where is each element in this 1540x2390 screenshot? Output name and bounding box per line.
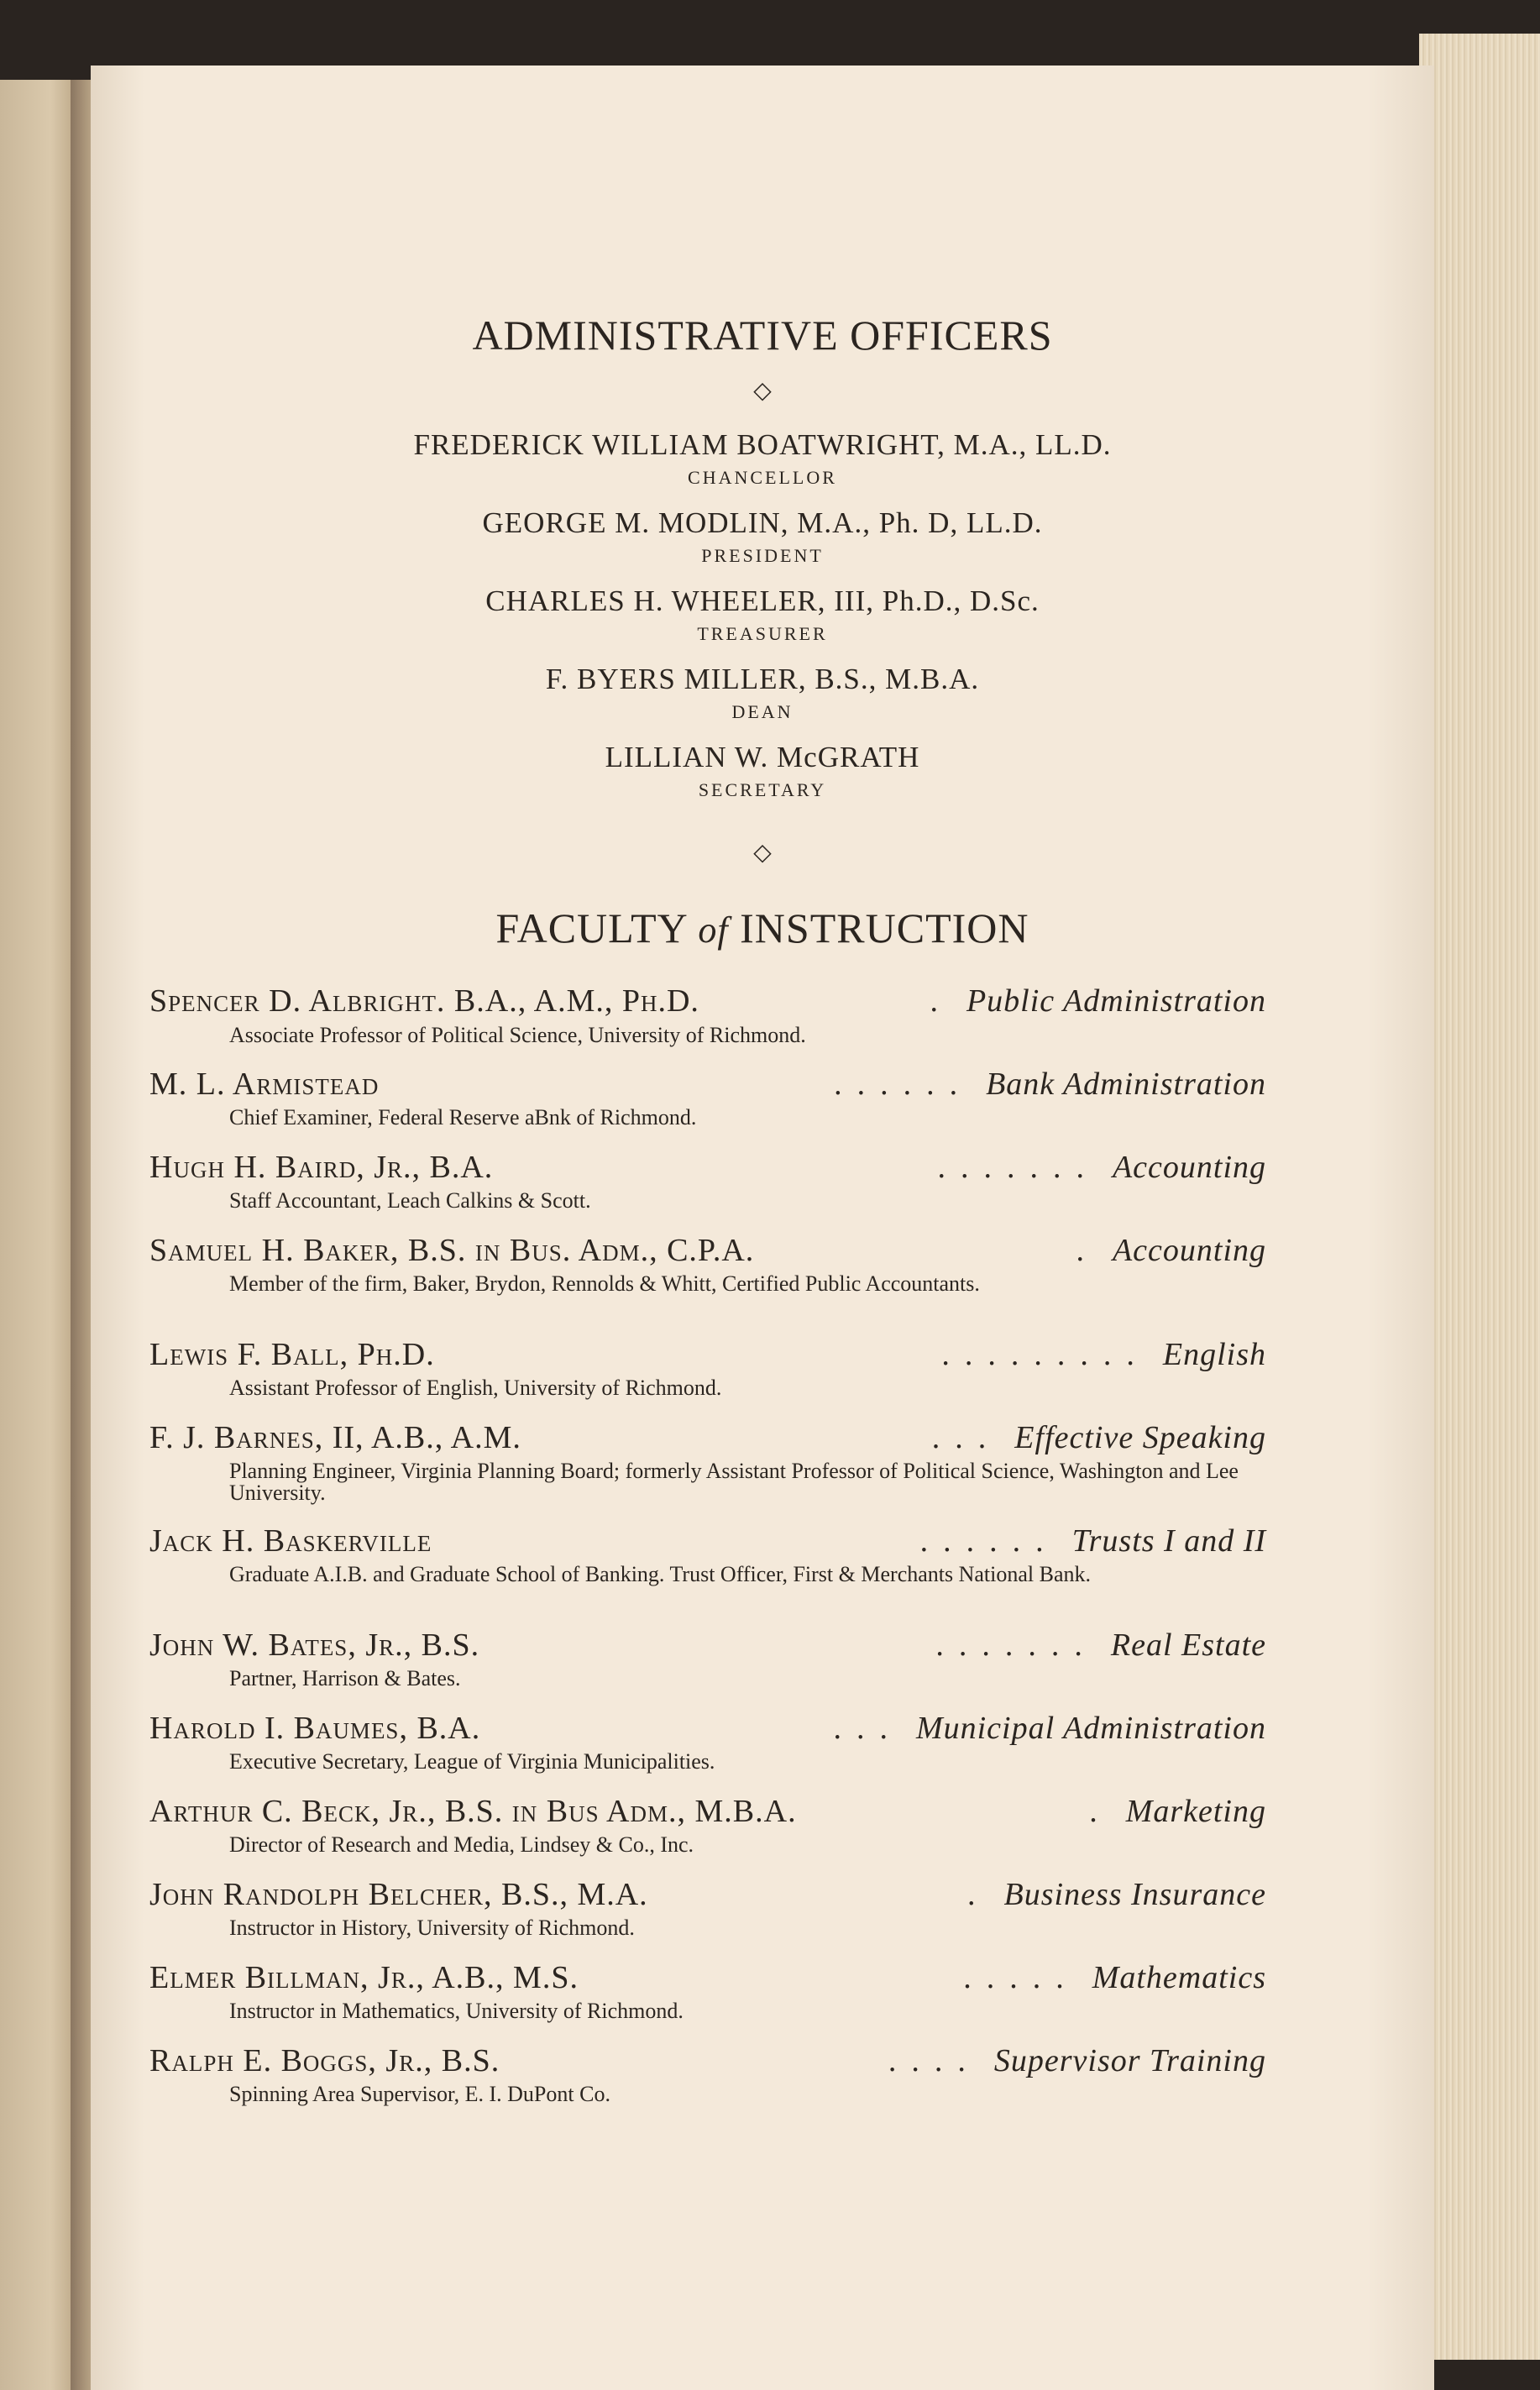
faculty-heading bbox=[91, 904, 1434, 952]
faculty-entry bbox=[149, 1793, 1266, 1827]
leader-dots: ... bbox=[833, 1711, 903, 1746]
faculty-name: Elmer Billman, Jr., A.B., M.S. bbox=[149, 1960, 579, 1995]
faculty-name: John Randolph Belcher, B.S., M.A. bbox=[149, 1877, 648, 1912]
leader-dots: . bbox=[930, 983, 953, 1019]
faculty-description: Partner, Harrison & Bates. bbox=[229, 1666, 461, 1690]
faculty-description: Executive Secretary, League of Virginia Municipalities. bbox=[229, 1749, 715, 1774]
faculty-subject: Accounting bbox=[1112, 1150, 1266, 1185]
faculty-name: Hugh H. Baird, Jr., B.A. bbox=[149, 1150, 494, 1185]
officer-role: CHANCELLOR bbox=[688, 467, 837, 488]
faculty-subject: Public Administration bbox=[966, 983, 1266, 1019]
faculty-name: F. J. Barnes, II, A.B., A.M. bbox=[149, 1420, 521, 1455]
leader-dots: . bbox=[967, 1877, 991, 1912]
faculty-subject: English bbox=[1162, 1337, 1266, 1372]
faculty-subject: Bank Administration bbox=[986, 1067, 1266, 1102]
faculty-subject: Business Insurance bbox=[1003, 1877, 1266, 1912]
faculty-description: Staff Accountant, Leach Calkins & Scott. bbox=[229, 1188, 591, 1213]
faculty-heading-b: INSTRUCTION bbox=[740, 904, 1029, 951]
book-page bbox=[91, 66, 1434, 2390]
leader-dots: ...... bbox=[919, 1523, 1059, 1559]
faculty-subject: Marketing bbox=[1125, 1794, 1266, 1829]
faculty-entry bbox=[149, 1336, 1266, 1370]
leader-dots: ..... bbox=[963, 1960, 1079, 1995]
admin-heading: ADMINISTRATIVE OFFICERS bbox=[472, 312, 1053, 359]
faculty-subject: Accounting bbox=[1112, 1233, 1266, 1268]
faculty-name: John W. Bates, Jr., B.S. bbox=[149, 1627, 480, 1663]
faculty-name: Lewis F. Ball, Ph.D. bbox=[149, 1337, 435, 1372]
faculty-name: Jack H. Baskerville bbox=[149, 1523, 432, 1559]
faculty-name: M. L. Armistead bbox=[149, 1067, 380, 1102]
leader-dots: ....... bbox=[937, 1150, 1099, 1185]
leader-dots: . bbox=[1076, 1233, 1099, 1268]
page-stack-edge bbox=[1419, 34, 1540, 2360]
officer-role: SECRETARY bbox=[698, 779, 827, 800]
faculty-name: Ralph E. Boggs, Jr., B.S. bbox=[149, 2043, 500, 2078]
officer-name: F. BYERS MILLER, B.S., M.B.A. bbox=[545, 663, 980, 695]
faculty-subject: Supervisor Training bbox=[993, 2043, 1266, 2078]
faculty-description: Planning Engineer, Virginia Planning Board; formerly Assistant Professor of Political Science, Washington and Lee University. bbox=[229, 1459, 1239, 1505]
faculty-description: Instructor in Mathematics, University of Richmond. bbox=[229, 1999, 684, 2023]
officer-name: FREDERICK WILLIAM BOATWRIGHT, M.A., LL.D. bbox=[413, 428, 1112, 461]
officer-name: GEORGE M. MODLIN, M.A., Ph. D, LL.D. bbox=[482, 506, 1043, 539]
faculty-name: Spencer D. Albright. B.A., A.M., Ph.D. bbox=[149, 983, 699, 1019]
officer-role: TREASURER bbox=[697, 623, 828, 644]
faculty-entry bbox=[149, 1149, 1266, 1185]
faculty-entry bbox=[149, 1710, 1266, 1746]
faculty-description: Instructor in History, University of Richmond. bbox=[229, 1916, 635, 1940]
faculty-entry bbox=[149, 983, 1266, 1019]
faculty-description: Director of Research and Media, Lindsey & Co., Inc. bbox=[229, 1832, 694, 1857]
faculty-subject: Mathematics bbox=[1092, 1960, 1266, 1995]
faculty-subject: Municipal Administration bbox=[915, 1711, 1266, 1746]
faculty-description: Spinning Area Supervisor, E. I. DuPont Co. bbox=[229, 2082, 610, 2106]
faculty-description: Member of the firm, Baker, Brydon, Rennolds & Whitt, Certified Public Accountants. bbox=[229, 1271, 980, 1296]
leader-dots: ......... bbox=[941, 1337, 1150, 1372]
faculty-heading-a: FACULTY bbox=[495, 904, 687, 951]
faculty-name: Samuel H. Baker, B.S. in Bus. Adm., C.P.A. bbox=[149, 1233, 755, 1268]
faculty-description: Chief Examiner, Federal Reserve aBnk of Richmond. bbox=[229, 1105, 697, 1129]
faculty-name: Arthur C. Beck, Jr., B.S. in Bus Adm., M.B.A. bbox=[149, 1794, 797, 1829]
officer-role: DEAN bbox=[731, 701, 794, 722]
faculty-entry bbox=[149, 1959, 1266, 1993]
faculty-entry bbox=[149, 2042, 1266, 2076]
leader-dots: ....... bbox=[935, 1627, 1097, 1663]
faculty-subject: Effective Speaking bbox=[1014, 1420, 1266, 1455]
officer-name: LILLIAN W. McGRATH bbox=[605, 741, 920, 773]
faculty-subject: Trusts I and II bbox=[1071, 1523, 1266, 1559]
faculty-description: Assistant Professor of English, University of Richmond. bbox=[229, 1376, 722, 1400]
faculty-entry bbox=[149, 1066, 1266, 1102]
faculty-entry bbox=[149, 1232, 1266, 1266]
faculty-description: Associate Professor of Political Science, University of Richmond. bbox=[229, 1023, 806, 1047]
faculty-description: Graduate A.I.B. and Graduate School of Banking. Trust Officer, First & Merchants National Bank. bbox=[229, 1562, 1092, 1586]
leader-dots: ... bbox=[931, 1420, 1002, 1455]
faculty-entry bbox=[149, 1419, 1266, 1453]
leader-dots: ...... bbox=[834, 1067, 973, 1102]
officer-role: PRESIDENT bbox=[701, 545, 824, 566]
faculty-subject: Real Estate bbox=[1110, 1627, 1266, 1663]
officer-name: CHARLES H. WHEELER, III, Ph.D., D.Sc. bbox=[485, 584, 1040, 617]
faculty-entry bbox=[149, 1876, 1266, 1910]
leader-dots: . bbox=[1089, 1794, 1113, 1829]
faculty-entry bbox=[149, 1523, 1266, 1559]
faculty-heading-of: of bbox=[698, 909, 729, 951]
leader-dots: .... bbox=[888, 2043, 981, 2078]
faculty-entry bbox=[149, 1627, 1266, 1663]
ornament-diamond-icon: ◇ bbox=[753, 378, 772, 404]
faculty-name: Harold I. Baumes, B.A. bbox=[149, 1711, 481, 1746]
ornament-diamond-icon: ◇ bbox=[753, 840, 772, 866]
